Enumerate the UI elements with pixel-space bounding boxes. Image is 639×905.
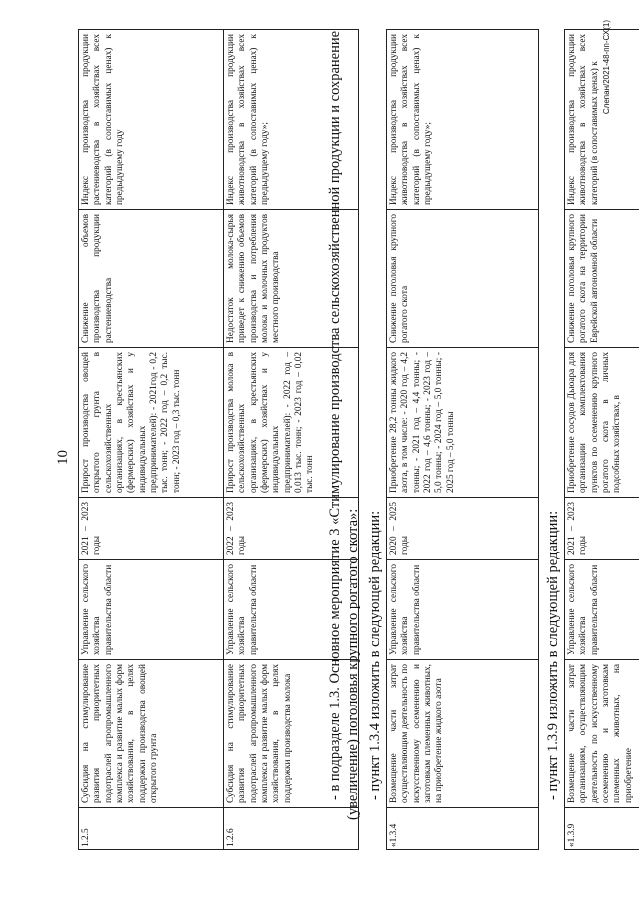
measures-table-3 [564,29,639,850]
indicator: Индекс производства продукции животноводства в хозяйствах всех категорий (в сопоставимых ценах) к предыдущему году»; [224,30,359,210]
measure-name: Возмещение части затрат осуществляющим деятельность по искусственному осеменению и заготовкам племенных животных, на приобретение жидкого азота [387,660,539,808]
page-number: 10 [55,450,71,465]
executor: Управление сельского хозяйства правительства области [565,560,639,660]
period: 2021 – 2023 годы [565,498,639,560]
table-row [387,30,539,850]
executor: Управление сельского хозяйства правительства области [224,560,359,660]
indicator: Индекс производства продукции животноводства в хозяйствах всех категорий (в сопоставимых ценах) к предыдущему году»; [387,30,539,210]
indicator: Индекс производства продукции растениеводства в хозяйствах всех категорий (в сопоставимых ценах) к предыдущему году [79,30,224,210]
indicator: Индекс производства продукции животноводства в хозяйствах всех категорий (в сопоставимых ценах) к [565,30,639,210]
measure-name: Возмещение части затрат организациям, осуществляющим деятельность по искусственному осеменению и заготовкам племенных животных, на приобретение [565,660,639,808]
expected-result: Прирост производства молока в сельскохозяйственных организациях, в крестьянских (фермерских) хозяйствах и у индивидуальных предпринимателей): - 2022 год – 0,013 тыс. тонн; - 2023 год – 0,02 тыс. тонн [224,348,359,498]
consequence: Снижение поголовья крупного рогатого скота на территории Еврейской автономной области [565,210,639,348]
measure-name: Субсидия на стимулирование развития приоритетных подотраслей агропромышленного комплекса и развитие малых форм хозяйствования, в целях поддержки производства овощей открытого грунта [79,660,224,808]
consequence: Снижение объемов производства продукции растениеводства [79,210,224,348]
row-number: «1.3.4 [387,808,539,850]
executor: Управление сельского хозяйства правительства области [387,560,539,660]
instruction-subsection-1-3: - в подразделе 1.3. Основное мероприятие 3 «Стимулирование производства сельскохозяйственной продукции и сохранение (увеличение) поголовья крупного рогатого скота»: [327,30,362,820]
row-number: «1.3.9 [565,808,639,850]
period: 2022 – 2023 годы [224,498,359,560]
consequence: Недостаток молока-сырья приведет к снижению объемов производства и потребления молока и молочных продуктов местного производства [224,210,359,348]
table-row [79,30,224,850]
expected-result: Приобретение сосудов Дьюара для организации комплектования пунктов по осеменению крупного рогатого скота в личных подсобных хозяйствах, в [565,348,639,498]
instruction-item-1-3-4: - пункт 1.3.4 изложить в следующей редакции: [367,510,383,800]
expected-result: Приобретение 28,2 тонны жидкого азота, в том числе: - 2020 год – 4,2 тонны; - 2021 год – 4,4 тонны; - 2022 год – 4,6 тонны; - 2023 год – 5,0 тонны; - 2024 год – 5,0 тонны; - 2025 год – 5,0 тонны [387,348,539,498]
consequence: Снижение поголовья крупного рогатого скота [387,210,539,348]
row-number: 1.2.6 [224,808,359,850]
instruction-item-1-3-9: - пункт 1.3.9 изложить в следующей редакции: [545,510,561,800]
measures-table-2 [386,29,539,850]
document-footer-code: Слепан/2021-48-пп-СХ(1) [602,20,611,115]
expected-result: Прирост производства овощей открытого грунта в сельскохозяйственных организациях, в крестьянских (фермерских) хозяйствах и у индивидуальных предпринимателей): - 2021год - 0,2 тыс. тонн; - 2022 год – 0,2 тыс. тонн; - 2023 год – 0,3 тыс. тонн [79,348,224,498]
executor: Управление сельского хозяйства правительства области [79,560,224,660]
period: 2020 – 2025 годы [387,498,539,560]
measures-table-1 [78,29,359,850]
row-number: 1.2.5 [79,808,224,850]
table-row [565,30,639,850]
period: 2021 – 2023 годы [79,498,224,560]
measure-name: Субсидия на стимулирование развития приоритетных подотраслей агропромышленного комплекса и развитие малых форм хозяйствования, в целях поддержки производства молока [224,660,359,808]
